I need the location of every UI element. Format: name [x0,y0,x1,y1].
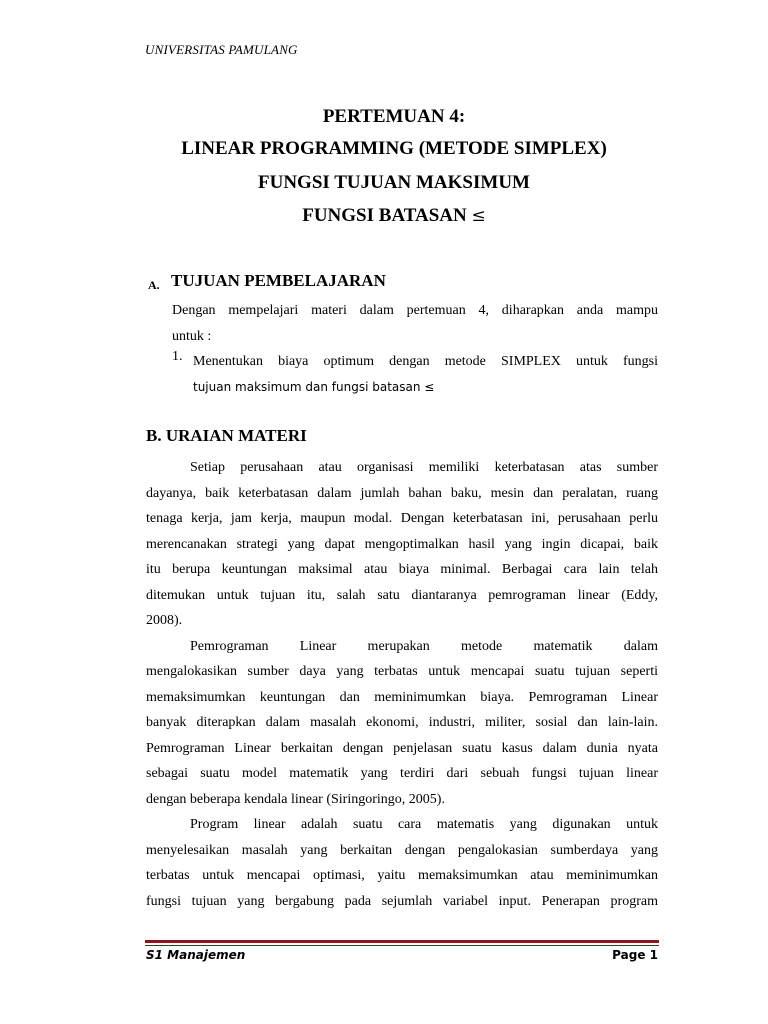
body-line: banyak diterapkan dalam masalah ekonomi, industri, militer, sosial dan lain-lain. [146,715,658,730]
footer-program: S1 Manajemen [146,948,246,962]
body-line: memaksimumkan keuntungan dan meminimumkan biaya. Pemrograman Linear [146,689,658,705]
section-b-heading: B. URAIAN MATERI [146,426,307,445]
section-a-heading: TUJUAN PEMBELAJARAN [171,271,386,290]
body-line: dayanya, baik keterbatasan dalam jumlah bahan baku, mesin dan peralatan, ruang [146,485,658,501]
section-a-letter: A. [148,278,160,292]
title-objective-function: FUNGSI TUJUAN MAKSIMUM [258,172,530,193]
section-b-body [146,455,658,914]
body-line: fungsi tujuan yang bergabung pada sejumlah variabel input. Penerapan program [146,893,658,909]
body-line: Pemrograman Linear berkaitan dengan penjelasan suatu kasus dalam dunia nyata [146,740,658,756]
less-equal-symbol: ≤ [471,206,486,226]
title-constraint [10,205,768,227]
page-header: UNIVERSITAS PAMULANG [145,42,298,57]
body-line: itu berupa keuntungan maksimal atau biaya minimal. Berbagai cara lain telah [146,562,658,577]
section-a-intro [172,298,658,349]
body-line: tenaga kerja, jam kerja, maupun modal. Dengan keterbatasan ini, perusahaan perlu [146,511,658,526]
body-line: Pemrograman Linear merupakan metode matematik dalam [190,638,658,654]
footer-rule [145,940,659,943]
body-line: Program linear adalah suatu cara matematis yang digunakan untuk [190,817,658,832]
title-constraint-text: FUNGSI BATASAN [302,205,467,226]
body-line: ditemukan untuk tujuan itu, salah satu diantaranya pemrograman linear (Eddy, [146,587,658,603]
section-a-intro-line: untuk : [172,328,212,344]
list-item-number: 1. [172,349,183,364]
page-number: Page 1 [612,948,658,962]
body-line: terbatas untuk mencapai optimasi, yaitu memaksimumkan atau meminimumkan [146,868,658,883]
body-line: dengan beberapa kendala linear (Siringoringo, 2005). [146,791,445,807]
list-item [193,349,658,400]
body-line: sebagai suatu model matematik yang terdiri dari sebuah fungsi tujuan linear [146,766,658,781]
body-line: menyelesaikan masalah yang berkaitan dengan pengalokasian sumberdaya yang [146,842,658,858]
body-line: Setiap perusahaan atau organisasi memiliki keterbatasan atas sumber [190,460,658,475]
list-item-line: Menentukan biaya optimum dengan metode SIMPLEX untuk fungsi [193,354,658,369]
footer-rule-thin [145,945,659,946]
list-item-line: tujuan maksimum dan fungsi batasan ≤ [193,379,435,394]
title-meeting: PERTEMUAN 4: [322,106,466,127]
body-line: mengalokasikan sumber daya yang terbatas untuk mencapai suatu tujuan seperti [146,664,658,679]
title-topic: LINEAR PROGRAMMING (METODE SIMPLEX) [181,138,607,159]
body-line: 2008). [146,613,183,628]
section-a-intro-line: Dengan mempelajari materi dalam pertemuan 4, diharapkan anda mampu [172,303,658,318]
body-line: merencanakan strategi yang dapat mengoptimalkan hasil yang ingin dicapai, baik [146,536,658,552]
